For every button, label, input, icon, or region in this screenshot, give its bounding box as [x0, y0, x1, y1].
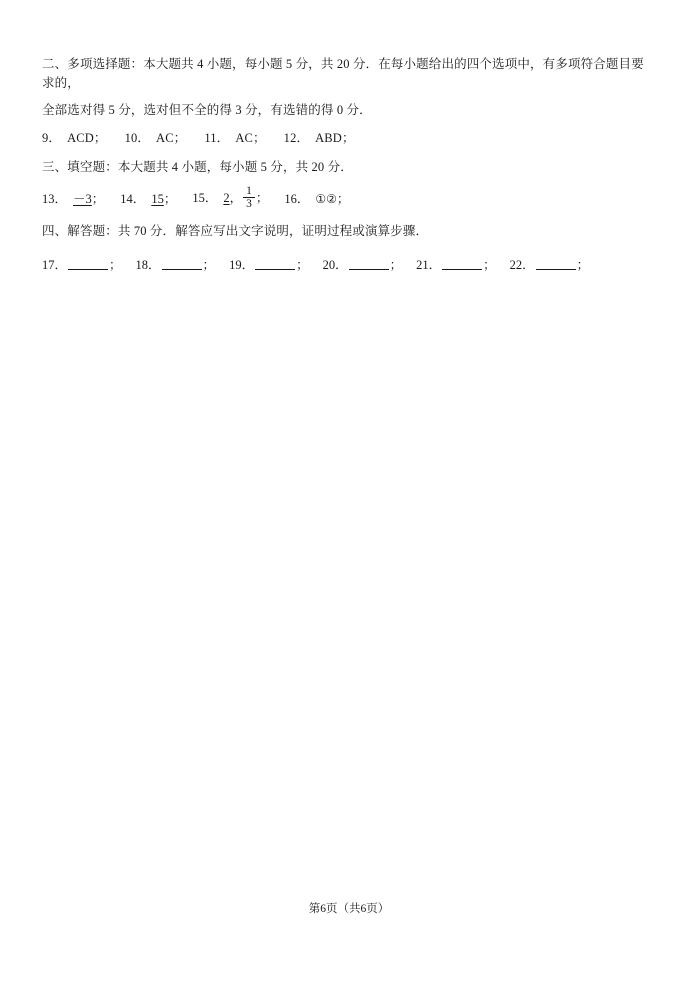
section-two-heading-line-1: 二、多项选择题：本大题共 4 小题，每小题 5 分，共 20 分．在每小题给出的四个选项中，有多项符合题目要求的，	[42, 57, 644, 91]
blank-suffix-17: ；	[109, 258, 122, 273]
page-footer	[0, 900, 698, 916]
blank-number-18: 18．	[135, 258, 161, 273]
blank-line-19	[255, 258, 295, 270]
blank-suffix-20: ；	[389, 258, 403, 273]
blank-number-19: 19．	[229, 258, 255, 273]
section-four-heading: 四、解答题：共 70 分．解答应写出文字说明，证明过程或演算步骤．	[42, 223, 429, 238]
answer-suffix-14: ；	[163, 191, 177, 206]
blank-number-22: 22．	[509, 258, 535, 273]
section-four-blanks	[42, 255, 650, 273]
answer-value-12: ABD；	[315, 131, 355, 146]
blank-item-20	[323, 255, 403, 273]
answer-value-13: －3	[73, 191, 92, 206]
answer-suffix-16: ；	[336, 191, 350, 206]
blank-suffix-21: ；	[483, 258, 496, 273]
blank-line-22	[536, 258, 576, 270]
answer-item-15	[192, 186, 268, 212]
blank-item-21	[416, 255, 496, 273]
answer-value-11: AC；	[235, 131, 266, 146]
blank-item-18	[136, 255, 216, 273]
answer-value-14: 15	[151, 191, 164, 206]
blank-line-18	[162, 258, 202, 270]
blank-number-21: 21．	[416, 258, 442, 273]
blank-line-17	[68, 258, 108, 270]
answer-separator-15: ，	[229, 190, 243, 205]
answer-suffix-13: ；	[91, 191, 105, 206]
page-number: 第6页（共6页）	[308, 903, 390, 915]
fraction-denominator: 3	[243, 197, 255, 210]
blank-line-21	[442, 258, 482, 270]
answer-item-9	[42, 129, 107, 148]
fraction-numerator: 1	[246, 184, 252, 197]
answer-number-12: 12．	[283, 131, 310, 146]
section-three-heading: 三、填空题：本大题共 4 小题，每小题 5 分，共 20 分．	[42, 159, 353, 174]
answer-number-14: 14．	[120, 191, 146, 206]
answer-value-15: 2	[223, 190, 230, 205]
section-three-answers	[42, 186, 650, 212]
blank-suffix-22: ；	[576, 258, 590, 273]
blank-line-20	[349, 258, 389, 270]
answer-item-11	[204, 129, 265, 148]
section-two-answers	[42, 129, 650, 148]
section-two-heading-line-2: 全部选对得 5 分，选对但不全的得 3 分，有选错的得 0 分．	[42, 102, 372, 117]
blank-item-19	[229, 255, 309, 273]
answer-item-10	[125, 129, 187, 148]
answer-item-16	[284, 193, 349, 206]
answer-item-13	[42, 193, 104, 206]
answer-fraction-15	[243, 185, 255, 211]
answer-number-9: 9．	[42, 131, 62, 146]
answer-value-10: AC；	[156, 131, 187, 146]
answer-value-16: ①②	[315, 191, 337, 206]
answer-item-12	[284, 129, 355, 148]
blank-number-17: 17．	[42, 258, 68, 273]
blank-suffix-19: ；	[296, 258, 309, 273]
answer-tail-15: ；	[255, 190, 269, 205]
answer-number-11: 11．	[204, 131, 230, 146]
blank-item-22	[510, 255, 590, 273]
answer-number-10: 10．	[124, 131, 151, 146]
blank-number-20: 20．	[322, 258, 348, 273]
blank-suffix-18: ；	[202, 258, 216, 273]
blank-item-17	[42, 255, 122, 273]
answer-number-16: 16．	[284, 191, 310, 206]
answer-number-15: 15．	[192, 190, 218, 205]
answer-item-14	[120, 193, 176, 206]
section-two-heading	[42, 55, 650, 120]
answer-value-9: ACD；	[67, 131, 107, 146]
answer-number-13: 13．	[42, 191, 68, 206]
